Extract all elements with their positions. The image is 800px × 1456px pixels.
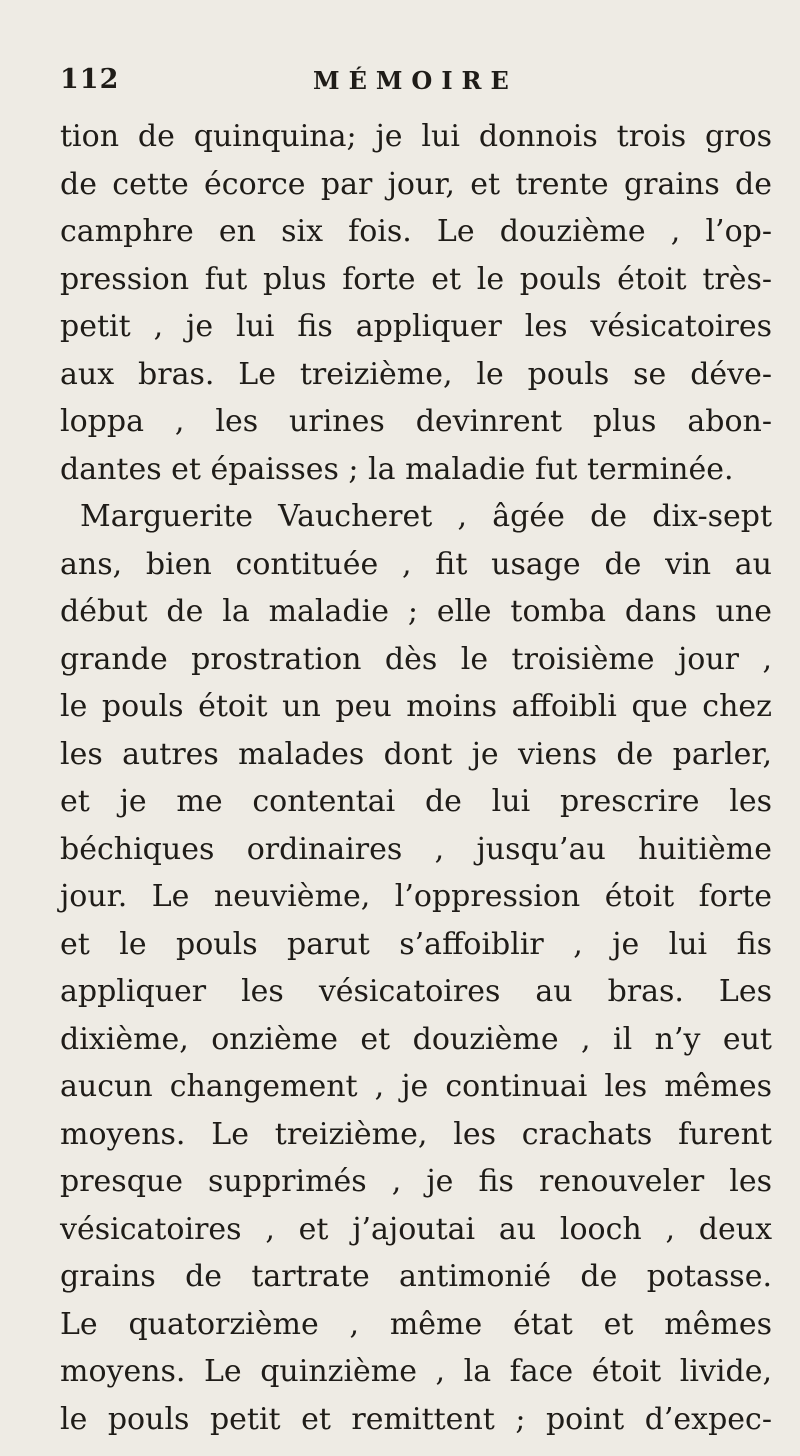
text-line: presque supprimés , je fis renouveler les (60, 1164, 772, 1199)
text-line: dixième, onzième et douzième , il n’y eut (60, 1021, 772, 1057)
text-line: aux bras. Le treizième, le pouls se déve- (60, 356, 772, 392)
running-title: MÉMOIRE (313, 66, 518, 95)
text-line: ans, bien contituée , fit usage de vin au (60, 546, 772, 582)
text-line: et je me contentai de lui prescrire les (60, 784, 772, 819)
text-line: petit , je lui fis appliquer les vésicatoires (60, 309, 772, 344)
text-line: grains de tartrate antimonié de potasse. (60, 1259, 772, 1294)
text-line: moyens. Le quinzième , la face étoit livide, (60, 1354, 772, 1389)
text-line: loppa , les urines devinrent plus abon- (60, 404, 772, 439)
running-head (60, 64, 772, 100)
text-line: dantes et épaisses ; la maladie fut terminée. (60, 451, 734, 487)
text-line: Le quatorzième , même état et mêmes (60, 1306, 772, 1342)
text-line: moyens. Le treizième, les crachats furent (60, 1116, 772, 1152)
paragraph (60, 113, 772, 493)
text-line: les autres malades dont je viens de parler, (60, 736, 772, 772)
text-line: béchiques ordinaires , jusqu’au huitième (60, 831, 772, 867)
text-line: jour. Le neuvième, l’oppression étoit forte (60, 879, 772, 914)
paragraph (60, 493, 772, 1443)
text-line: vésicatoires , et j’ajoutai au looch , deux (60, 1211, 772, 1247)
text-line: camphre en six fois. Le douzième , l’op- (60, 214, 772, 249)
page-number: 112 (60, 64, 120, 95)
text-line: le pouls petit et remittent ; point d’expec- (60, 1401, 772, 1437)
text-line: le pouls étoit un peu moins affoibli que chez (60, 689, 772, 724)
text-line: pression fut plus forte et le pouls étoit très- (60, 261, 772, 297)
text-line: appliquer les vésicatoires au bras. Les (60, 974, 772, 1009)
body-text (60, 113, 772, 1443)
text-line: de cette écorce par jour, et trente grains de (60, 166, 772, 202)
text-line: tion de quinquina; je lui donnois trois gros (60, 119, 772, 154)
text-line: et le pouls parut s’affoiblir , je lui fis (60, 926, 772, 962)
text-line: grande prostration dès le troisième jour , (60, 641, 772, 677)
text-line: Marguerite Vaucheret , âgée de dix-sept (80, 499, 772, 534)
text-line: début de la maladie ; elle tomba dans une (60, 594, 772, 629)
text-line: aucun changement , je continuai les mêmes (60, 1069, 772, 1104)
